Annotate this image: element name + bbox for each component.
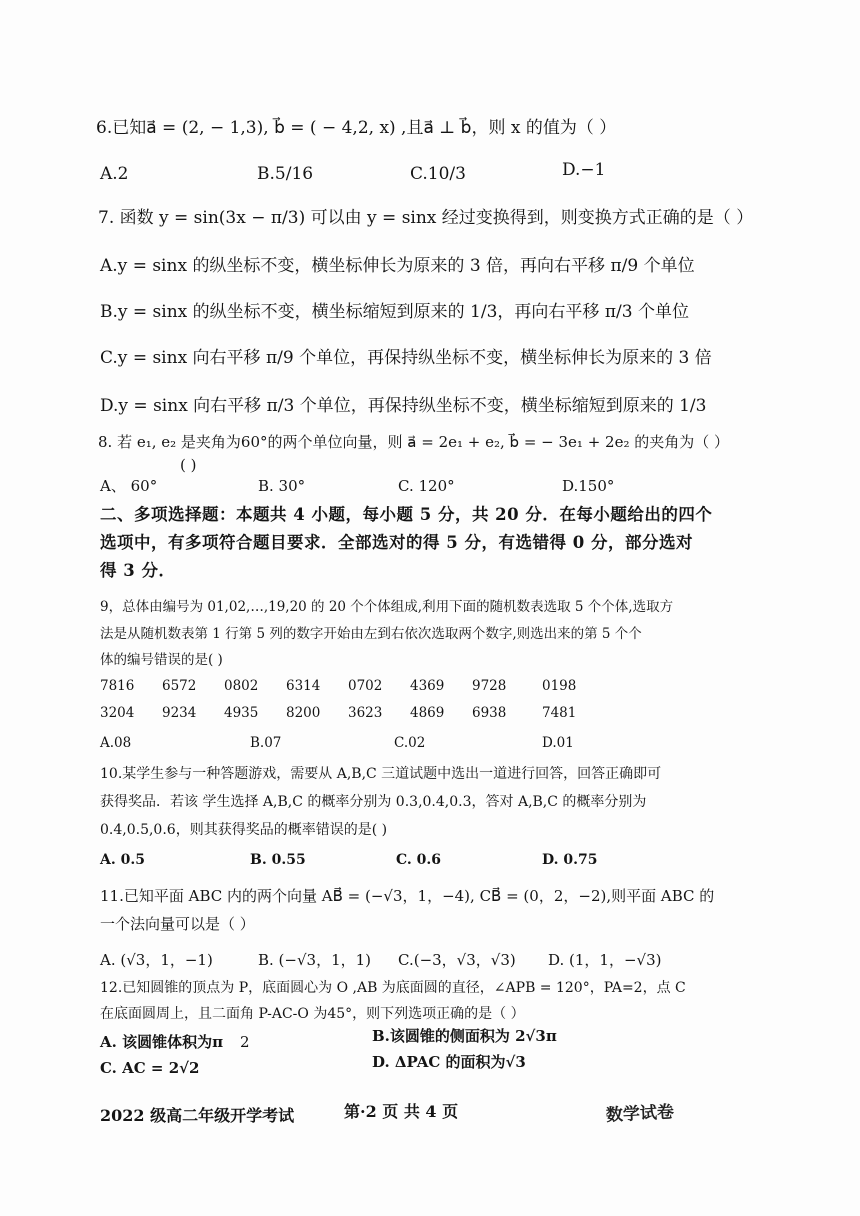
q11-option-d: D. (1，1，−√3) [548, 951, 662, 969]
q7-option-b: B.y = sinx 的纵坐标不变，横坐标缩短到原来的 1/3，再向右平移 π/3 个单位 [100, 302, 689, 322]
table-cell: 4869 [410, 705, 445, 721]
q12-option-c: C. AC = 2√2 [100, 1059, 200, 1077]
q6-option-c: C.10/3 [410, 164, 466, 184]
q6-option-b: B.5/16 [257, 164, 314, 184]
question-11-line-2: 一个法向量可以是（ ） [100, 915, 255, 933]
table-cell: 0198 [542, 678, 577, 694]
q9-option-c: C.02 [394, 735, 426, 751]
table-cell: 6938 [472, 705, 507, 721]
question-10-line-3: 0.4,0.5,0.6，则其获得奖品的概率错误的是( ) [100, 822, 388, 838]
q8-option-c: C. 120° [398, 477, 455, 495]
q9-option-b: B.07 [250, 735, 282, 751]
table-cell: 8200 [286, 705, 321, 721]
q8-option-a: A、 60° [100, 477, 158, 495]
q12-option-a: A. 该圆锥体积为π [100, 1033, 224, 1051]
q7-option-d: D.y = sinx 向右平移 π/3 个单位，再保持纵坐标不变，横坐标缩短到原来的 1/3 [100, 396, 707, 416]
table-cell: 6314 [286, 678, 321, 694]
q12-option-b: B.该圆锥的侧面积为 2√3π [372, 1027, 557, 1045]
table-cell: 3204 [100, 705, 135, 721]
table-cell: 7816 [100, 678, 135, 694]
question-12-line-1: 12.已知圆锥的顶点为 P，底面圆心为 O ,AB 为底面圆的直径，∠APB = 120°，PA=2，点 C [100, 980, 686, 996]
q10-option-c: C. 0.6 [396, 852, 442, 868]
table-cell: 9234 [162, 705, 197, 721]
question-6-stem: 6.已知a⃗ = (2, − 1,3), b⃗ = ( − 4,2, x) ,且a⃗ ⊥ b⃗，则 x 的值为（ ） [96, 118, 617, 138]
q8-option-b: B. 30° [258, 477, 306, 495]
section-2-line-1: 二、多项选择题：本题共 4 小题，每小题 5 分，共 20 分．在每小题给出的四个 [100, 505, 713, 524]
table-cell: 4369 [410, 678, 445, 694]
question-9-line-1: 9，总体由编号为 01,02,…,19,20 的 20 个个体组成,利用下面的随机数表选取 5 个个体,选取方 [100, 599, 674, 615]
q6-option-d: D.−1 [562, 160, 606, 180]
table-cell: 4935 [224, 705, 259, 721]
table-cell: 0802 [224, 678, 259, 694]
table-cell: 9728 [472, 678, 507, 694]
table-cell: 7481 [542, 705, 577, 721]
footer-page-number: 第·2 页 共 4 页 [344, 1102, 459, 1121]
question-9-line-2: 法是从随机数表第 1 行第 5 列的数字开始由左到右依次选取两个数字,则选出来的第 5 个个 [100, 626, 642, 642]
q8-bracket: ( ) [180, 456, 197, 474]
q7-option-a: A.y = sinx 的纵坐标不变，横坐标伸长为原来的 3 倍，再向右平移 π/9 个单位 [100, 256, 695, 276]
question-10-line-1: 10.某学生参与一种答题游戏，需要从 A,B,C 三道试题中选出一道进行回答，回答正确即可 [100, 766, 662, 782]
q9-option-d: D.01 [542, 735, 574, 751]
question-11-line-1: 11.已知平面 ABC 内的两个向量 AB⃗ = (−√3，1，−4), CB⃗ = (0，2，−2),则平面 ABC 的 [100, 887, 715, 905]
question-7-stem: 7. 函数 y = sin(3x − π/3) 可以由 y = sinx 经过变换得到，则变换方式正确的是（ ） [98, 208, 754, 228]
section-2-line-2: 选项中，有多项符合题目要求．全部选对的得 5 分，有选错得 0 分，部分选对 [100, 533, 693, 552]
q11-option-b: B. (−√3，1，1) [258, 951, 372, 969]
table-cell: 0702 [348, 678, 383, 694]
q12-option-d: D. ΔPAC 的面积为√3 [372, 1053, 526, 1071]
table-cell: 3623 [348, 705, 383, 721]
q6-option-a: A.2 [100, 164, 129, 184]
question-10-line-2: 获得奖品．若该 学生选择 A,B,C 的概率分别为 0.3,0.4,0.3，答对 A,B,C 的概率分别为 [100, 794, 647, 810]
q9-option-a: A.08 [100, 735, 132, 751]
q10-option-a: A. 0.5 [100, 852, 145, 868]
q8-option-d: D.150° [562, 477, 615, 495]
question-8-stem: 8. 若 e₁, e₂ 是夹角为60°的两个单位向量，则 a⃗ = 2e₁ + e₂, b⃗ = − 3e₁ + 2e₂ 的夹角为（ ） [98, 433, 730, 451]
footer-subject: 数学试卷 [605, 1102, 675, 1126]
q11-option-c: C.(−3，√3，√3) [398, 951, 516, 969]
q10-option-d: D. 0.75 [542, 852, 598, 868]
question-9-line-3: 体的编号错误的是( ) [100, 652, 223, 668]
question-12-line-2: 在底面圆周上，且二面角 P-AC-O 为45°，则下列选项正确的是（ ） [100, 1006, 525, 1022]
q12-handwritten-mark: 2 [240, 1033, 250, 1051]
section-2-line-3: 得 3 分． [100, 561, 176, 580]
footer-exam-name: 2022 级高二年级开学考试 [100, 1106, 295, 1125]
q11-option-a: A. (√3，1，−1) [100, 951, 213, 969]
q7-option-c: C.y = sinx 向右平移 π/9 个单位，再保持纵坐标不变，横坐标伸长为原来的 3 倍 [100, 348, 712, 368]
q10-option-b: B. 0.55 [250, 852, 306, 868]
table-cell: 6572 [162, 678, 197, 694]
